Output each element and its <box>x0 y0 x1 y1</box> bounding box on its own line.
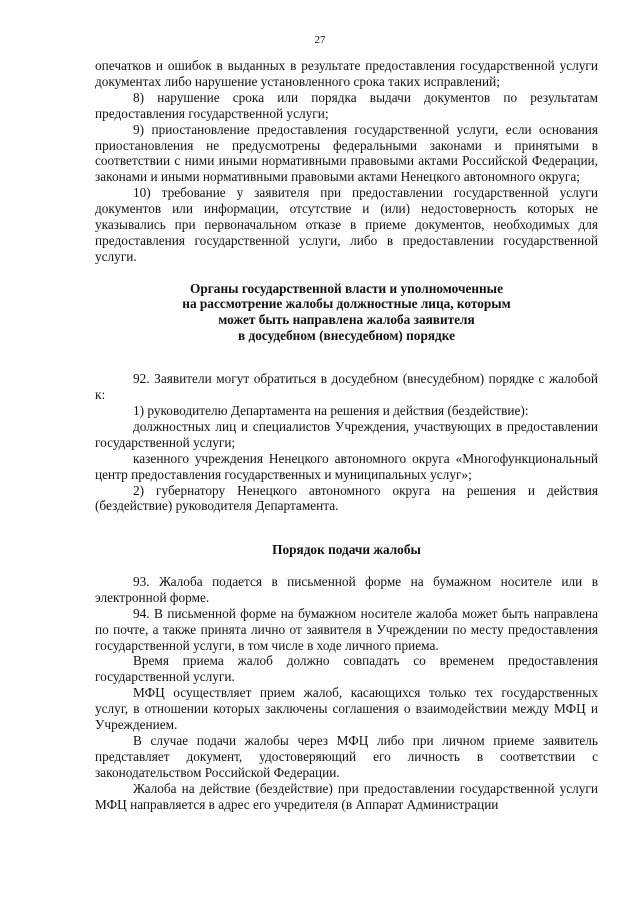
document-body <box>95 58 598 813</box>
paragraph: 93. Жалоба подается в письменной форме на бумажном носителе или в электронной форме. <box>95 573 598 605</box>
paragraph: 8) нарушение срока или порядка выдачи документов по результатам предоставления государственной услуги; <box>95 89 598 121</box>
section-heading-authorities <box>95 281 598 343</box>
page-number: 27 <box>314 34 326 46</box>
paragraph: Время приема жалоб должно совпадать со временем предоставления государственной услуги. <box>95 653 598 685</box>
paragraph: 94. В письменной форме на бумажном носителе жалоба может быть направлена по почте, а также принята лично от заявителя в Учреждении по месту предоставления государственной услуги, в том числе в ходе личного приема. <box>95 605 598 653</box>
paragraph: 2) губернатору Ненецкого автономного округа на решения и действия (бездействие) руководителя Департамента. <box>95 482 598 514</box>
paragraph-block-grounds <box>95 58 598 265</box>
paragraph: 10) требование у заявителя при предоставлении государственной услуги документов или информации, отсутствие и (или) недостоверность которых не указывались при первоначальном отказе в приеме документов, необходимых для предоставления государственной услуги, либо в предоставлении государственной услуги. <box>95 185 598 264</box>
paragraph: 9) приостановление предоставления государственной услуги, если основания приостановления не предусмотрены федеральными законами и принятыми в соответствии с ними иными нормативными правовыми актами Российской Федерации, законами и иными нормативными правовыми актами Ненецкого автономного округа; <box>95 121 598 185</box>
paragraph: В случае подачи жалобы через МФЦ либо при личном приеме заявитель представляет документ, удостоверяющий его личность в соответствии с законодательством Российской Федерации. <box>95 732 598 780</box>
heading-line: на рассмотрение жалобы должностные лица, которым <box>182 296 511 312</box>
paragraph: казенного учреждения Ненецкого автономного округа «Многофункциональный центр предоставления государственных и муниципальных услуг»; <box>95 450 598 482</box>
paragraph: опечатков и ошибок в выданных в результате предоставления государственной услуги документах либо нарушение установленного срока таких исправлений; <box>95 58 598 89</box>
heading-line: Органы государственной власти и уполномоченные <box>190 280 503 296</box>
paragraph: 1) руководителю Департамента на решения и действия (бездействие): <box>133 402 529 418</box>
paragraph-block-items-93-94 <box>95 574 598 813</box>
paragraph: 92. Заявители могут обратиться в досудебном (внесудебном) порядке с жалобой к: <box>95 371 598 403</box>
paragraph: МФЦ осуществляет прием жалоб, касающихся только тех государственных услуг, в отношении которых заключены соглашения о взаимодействии между МФЦ и Учреждением. <box>95 685 598 733</box>
section-heading-complaint-procedure <box>95 542 598 558</box>
paragraph: Жалоба на действие (бездействие) при предоставлении государственной услуги МФЦ направляется в адрес его учредителя (в Аппарат Администрации <box>95 780 598 812</box>
paragraph: должностных лиц и специалистов Учреждения, участвующих в предоставлении государственной услуги; <box>95 418 598 450</box>
heading-line: может быть направлена жалоба заявителя <box>218 311 475 327</box>
paragraph-block-item-92 <box>95 371 598 514</box>
heading-line: Порядок подачи жалобы <box>272 542 421 558</box>
heading-line: в досудебном (внесудебном) порядке <box>237 327 455 343</box>
